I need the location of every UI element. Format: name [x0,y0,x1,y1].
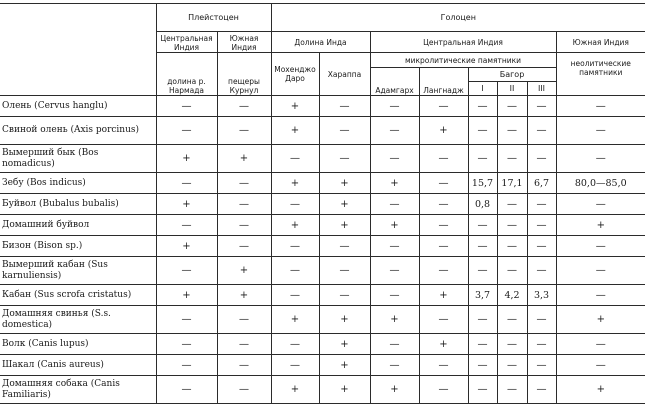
header-corner-lower [0,32,156,96]
table-cell: — [419,173,468,194]
table-cell: — [468,376,497,404]
table-cell: — [217,376,271,404]
table-cell: — [156,355,217,376]
table-cell: + [319,334,370,355]
header-bagor-layer-3: III [527,82,556,96]
header-south-india-holocene: Южная Индия [556,32,645,53]
header-corner [0,4,156,32]
header-bagor-layer-2: II [497,82,527,96]
table-row [0,306,645,334]
table-cell: — [419,355,468,376]
table-row [0,285,645,306]
table-cell: — [468,145,497,173]
table-cell: — [527,117,556,145]
table-cell: — [527,215,556,236]
table-cell: + [156,236,217,257]
table-cell: + [419,285,468,306]
table-cell: — [319,117,370,145]
table-cell: — [497,376,527,404]
table-cell: — [419,306,468,334]
table-cell: — [468,236,497,257]
table-cell: — [271,285,319,306]
table-row [0,334,645,355]
table-cell: 4,2 [497,285,527,306]
header-bagor-layer-1: I [468,82,497,96]
table-cell: — [556,334,645,355]
table-row [0,215,645,236]
table-cell: 17,1 [497,173,527,194]
header-site-bagor: Багор [468,68,556,82]
table-cell: — [271,194,319,215]
table-cell: — [419,236,468,257]
species-name: Шакал (Canis aureus) [0,355,156,376]
table-cell: + [370,173,419,194]
table-row [0,96,645,117]
table-cell: — [468,96,497,117]
table-cell: — [370,334,419,355]
table-cell: — [468,355,497,376]
table-cell: — [217,173,271,194]
table-cell: — [217,215,271,236]
table-cell: — [527,257,556,285]
species-name: Домашняя свинья (S.s. domestica) [0,306,156,334]
table-cell: — [271,355,319,376]
table-cell: — [497,355,527,376]
header-site-mohenjo-daro: Мохенджо Даро [271,53,319,96]
table-cell: + [217,145,271,173]
table-cell: — [217,355,271,376]
header-site-adamgarh: Адамгарх [370,68,419,96]
table-cell: + [271,376,319,404]
table-cell: — [419,257,468,285]
table-cell: — [156,334,217,355]
table-cell: — [370,194,419,215]
header-microlithic: микролитические памятники [370,53,556,68]
table-cell: — [468,306,497,334]
table-cell: — [497,117,527,145]
table-cell: — [468,257,497,285]
table-cell: + [319,215,370,236]
table-cell: 80,0—85,0 [556,173,645,194]
table-cell: — [370,96,419,117]
table-cell: — [468,215,497,236]
table-cell: — [156,257,217,285]
header-central-india-pleistocene: Центральная Индия [156,32,217,53]
table-body [0,96,645,404]
table-cell: + [271,96,319,117]
header-central-india-holocene: Центральная Индия [370,32,556,53]
header-indus-valley: Долина Инда [271,32,370,53]
table-cell: 3,7 [468,285,497,306]
table-cell: — [497,194,527,215]
species-name: Вымерший бык (Bos nomadicus) [0,145,156,173]
table-cell: — [156,117,217,145]
table-cell: — [527,145,556,173]
table-cell: — [527,355,556,376]
table-cell: — [556,117,645,145]
table-cell: — [271,257,319,285]
table-cell: 3,3 [527,285,556,306]
table-cell: — [319,285,370,306]
species-name: Бизон (Bison sp.) [0,236,156,257]
table-cell: — [468,117,497,145]
table-cell: + [156,194,217,215]
table-cell: — [319,257,370,285]
table-cell: — [319,145,370,173]
table-cell: — [497,145,527,173]
table-cell: — [419,145,468,173]
table-cell: — [527,306,556,334]
table-row [0,376,645,404]
table-cell: — [527,334,556,355]
table-cell: — [556,257,645,285]
table-cell: + [556,306,645,334]
table-cell: — [527,194,556,215]
header-pleistocene: Плейстоцен [156,4,271,32]
species-name: Домашняя собака (Canis Familiaris) [0,376,156,404]
table-cell: — [217,117,271,145]
table-cell: — [217,306,271,334]
table-cell: — [556,194,645,215]
species-name: Волк (Canis lupus) [0,334,156,355]
table-cell: — [217,334,271,355]
table-cell: — [556,355,645,376]
table-cell: 6,7 [527,173,556,194]
header-site-kurnul: пещеры Курнул [217,53,271,96]
table-cell: — [156,376,217,404]
table-cell: + [319,173,370,194]
table-cell: — [497,306,527,334]
species-name: Домашний буйвол [0,215,156,236]
table-cell: — [497,96,527,117]
table-cell: — [527,376,556,404]
species-name: Кабан (Sus scrofa cristatus) [0,285,156,306]
table-cell: + [319,194,370,215]
table-header [0,4,645,96]
table-cell: — [217,96,271,117]
table-cell: — [497,334,527,355]
table-cell: — [497,257,527,285]
species-name: Олень (Cervus hanglu) [0,96,156,117]
table-cell: — [271,334,319,355]
table-cell: — [217,194,271,215]
table-cell: — [370,145,419,173]
table-row [0,145,645,173]
table-row [0,355,645,376]
table-cell: + [319,355,370,376]
table-row [0,257,645,285]
table-row [0,194,645,215]
table-cell: + [370,215,419,236]
species-name: Буйвол (Bubalus bubalis) [0,194,156,215]
table-cell: — [419,96,468,117]
table-cell: + [217,285,271,306]
table-cell: — [527,236,556,257]
table-cell: — [556,285,645,306]
table-cell: — [370,257,419,285]
table-cell: — [370,117,419,145]
table-cell: — [497,236,527,257]
table-cell: + [319,306,370,334]
table-cell: + [271,173,319,194]
table-cell: — [156,306,217,334]
table-row [0,236,645,257]
table-row [0,117,645,145]
header-site-neolithic: неолитические памятники [556,53,645,96]
species-name: Вымерший кабан (Sus karnuliensis) [0,257,156,285]
header-holocene: Голоцен [271,4,645,32]
table-cell: — [156,215,217,236]
table-cell: — [370,236,419,257]
table-cell: + [271,117,319,145]
species-name: Зебу (Bos indicus) [0,173,156,194]
table-cell: + [271,215,319,236]
fauna-table [0,3,645,404]
table-cell: 0,8 [468,194,497,215]
table-cell: — [217,236,271,257]
table-cell: — [156,96,217,117]
table-cell: — [370,355,419,376]
species-name: Свиной олень (Axis porcinus) [0,117,156,145]
table-cell: + [156,145,217,173]
table-row [0,173,645,194]
table-cell: — [319,236,370,257]
header-site-harappa: Хараппа [319,53,370,96]
table-cell: — [419,376,468,404]
table-cell: — [527,96,556,117]
table-cell: + [370,306,419,334]
table-cell: — [319,96,370,117]
table-cell: + [156,285,217,306]
header-site-narmada: долина р. Нармада [156,53,217,96]
table-cell: — [556,236,645,257]
table-cell: — [468,334,497,355]
table-cell: + [271,306,319,334]
table-cell: + [556,376,645,404]
table-cell: + [370,376,419,404]
table-cell: + [419,117,468,145]
table-cell: — [156,173,217,194]
table-cell: — [497,215,527,236]
table-cell: — [419,194,468,215]
table-cell: — [271,145,319,173]
header-site-langhnaj: Лангнадж [419,68,468,96]
table-cell: — [271,236,319,257]
header-south-india-pleistocene: Южная Индия [217,32,271,53]
table-cell: — [419,215,468,236]
table-cell: + [217,257,271,285]
table-cell: — [556,145,645,173]
table-cell: — [556,96,645,117]
table-cell: + [556,215,645,236]
table-cell: 15,7 [468,173,497,194]
table-cell: + [319,376,370,404]
table-cell: — [370,285,419,306]
table-cell: + [419,334,468,355]
